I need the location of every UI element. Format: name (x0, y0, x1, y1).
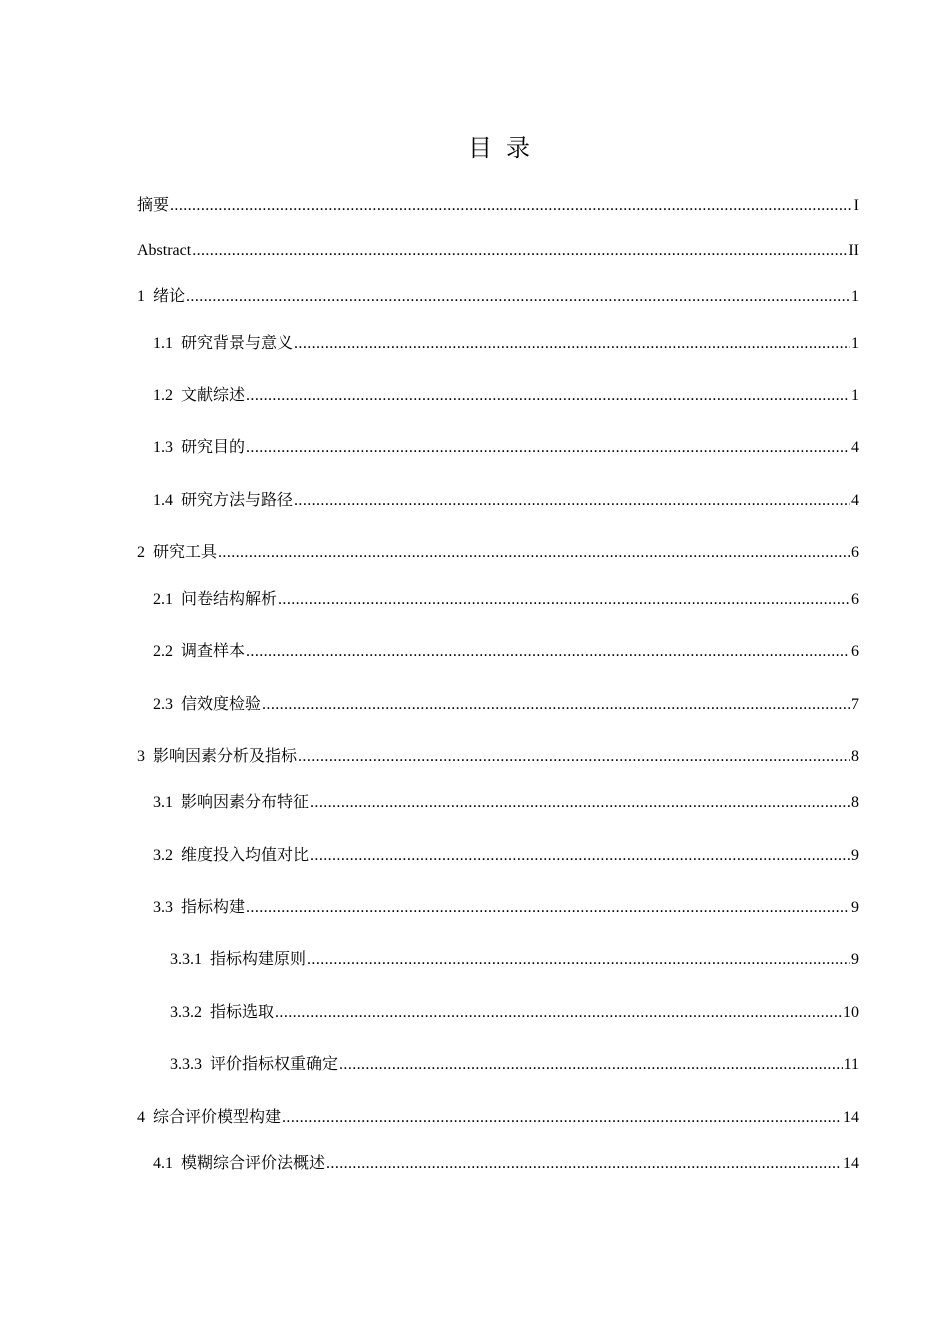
toc-page-number: 9 (851, 951, 859, 968)
toc-entry-section-2-2[interactable] (153, 639, 859, 663)
toc-entry-label: 研究目的 (181, 437, 246, 456)
toc-leader (192, 239, 847, 263)
toc-entry-label: 指标构建 (181, 897, 246, 916)
toc-entry-label: 问卷结构解析 (181, 589, 278, 608)
toc-page-number: 8 (851, 794, 859, 811)
toc-entry-label: 评价指标权重确定 (210, 1054, 339, 1073)
toc-entry-label: 模糊综合评价法概述 (181, 1153, 326, 1172)
toc-leader (246, 896, 850, 920)
toc-entry-number: 1.4 (153, 492, 173, 509)
toc-page-number: 1 (851, 387, 859, 404)
toc-entry-section-3-3-1[interactable] (170, 947, 859, 971)
toc-entry-number: 3.3.1 (170, 951, 202, 968)
toc-entry-label: 绪论 (153, 286, 186, 305)
toc-entry-label: 影响因素分布特征 (181, 792, 310, 811)
toc-entry-number: 4 (137, 1109, 145, 1126)
toc-entry-chapter-4[interactable] (137, 1105, 859, 1129)
toc-entry-label: 指标选取 (210, 1002, 275, 1021)
toc-entry-number: 1 (137, 288, 145, 305)
toc-leader (218, 541, 850, 565)
toc-entry-number: 3.2 (153, 847, 173, 864)
toc-entry-label: 指标构建原则 (210, 949, 307, 968)
toc-entry-section-3-3-3[interactable] (170, 1052, 859, 1076)
toc-leader (186, 285, 850, 309)
toc-page-number: 6 (851, 591, 859, 608)
toc-entry-number: 3.3 (153, 899, 173, 916)
toc-page-number: 4 (851, 492, 859, 509)
toc-entry-chapter-2[interactable] (137, 540, 859, 564)
toc-entry-section-3-3[interactable] (153, 895, 859, 919)
toc-leader (246, 436, 850, 460)
toc-entry-section-2-1[interactable] (153, 587, 859, 611)
toc-leader (294, 332, 850, 356)
toc-leader (307, 948, 850, 972)
page-title-char: 目 (468, 134, 492, 162)
toc-entry-label: 研究方法与路径 (181, 490, 294, 509)
toc-page-number: I (853, 197, 859, 214)
toc-entry-number: 2 (137, 544, 145, 561)
toc-entry-number: 1.1 (153, 335, 173, 352)
toc-entry-label: 研究背景与意义 (181, 333, 294, 352)
toc-leader (298, 745, 850, 769)
toc-leader (310, 844, 850, 868)
toc-entry-section-2-3[interactable] (153, 692, 859, 716)
toc-entry-section-1-2[interactable] (153, 383, 859, 407)
toc-entry-abstract-cn[interactable] (137, 193, 859, 217)
toc-entry-section-3-3-2[interactable] (170, 1000, 859, 1024)
toc-entry-label: 调查样本 (181, 641, 246, 660)
toc-entry-section-1-4[interactable] (153, 488, 859, 512)
toc-page-number: 14 (843, 1155, 859, 1172)
toc-entry-section-3-2[interactable] (153, 843, 859, 867)
page-title-char: 录 (506, 134, 530, 162)
toc-leader (262, 693, 850, 717)
toc-page-number: 1 (851, 335, 859, 352)
toc-entry-abstract-en[interactable] (137, 239, 859, 263)
toc-entry-section-3-1[interactable] (153, 790, 859, 814)
toc-entry-number: 2.2 (153, 643, 173, 660)
toc-entry-chapter-3[interactable] (137, 744, 859, 768)
toc-entry-label: Abstract (137, 242, 192, 259)
toc-entry-number: 2.1 (153, 591, 173, 608)
toc-page-number: 1 (851, 288, 859, 305)
toc-leader (246, 384, 850, 408)
toc-leader (310, 791, 850, 815)
toc-entry-section-4-1[interactable] (153, 1151, 859, 1175)
toc-entry-label: 维度投入均值对比 (181, 845, 310, 864)
toc-page-number: 6 (851, 643, 859, 660)
toc-entry-label: 文献综述 (181, 385, 246, 404)
toc-leader (339, 1053, 843, 1077)
toc-leader (275, 1001, 842, 1025)
toc-entry-chapter-1[interactable] (137, 284, 859, 308)
toc-entry-number: 1.2 (153, 387, 173, 404)
toc-leader (246, 640, 850, 664)
toc-page-number: 9 (851, 899, 859, 916)
toc-page-number: II (848, 242, 859, 259)
toc-entry-label: 综合评价模型构建 (153, 1107, 282, 1126)
toc-page-number: 10 (843, 1004, 859, 1021)
toc-page-number: 14 (843, 1109, 859, 1126)
toc-page-number: 8 (851, 748, 859, 765)
toc-page-number: 4 (851, 439, 859, 456)
toc-entry-number: 3.1 (153, 794, 173, 811)
toc-page-number: 9 (851, 847, 859, 864)
toc-entry-number: 3.3.2 (170, 1004, 202, 1021)
toc-page-number: 7 (851, 696, 859, 713)
toc-entry-label: 摘要 (137, 195, 170, 214)
toc-entry-label: 影响因素分析及指标 (153, 746, 298, 765)
toc-entry-number: 3 (137, 748, 145, 765)
toc-entry-section-1-3[interactable] (153, 435, 859, 459)
toc-entry-label: 研究工具 (153, 542, 218, 561)
toc-page-number: 6 (851, 544, 859, 561)
toc-page-number: 11 (843, 1056, 859, 1073)
toc-leader (294, 489, 850, 513)
toc-leader (170, 194, 853, 218)
toc-entry-number: 3.3.3 (170, 1056, 202, 1073)
toc-leader (282, 1106, 842, 1130)
toc-entry-label: 信效度检验 (181, 694, 262, 713)
toc-entry-number: 4.1 (153, 1155, 173, 1172)
toc-entry-number: 2.3 (153, 696, 173, 713)
toc-leader (326, 1152, 842, 1176)
toc-entry-section-1-1[interactable] (153, 331, 859, 355)
toc-entry-number: 1.3 (153, 439, 173, 456)
toc-leader (278, 588, 850, 612)
